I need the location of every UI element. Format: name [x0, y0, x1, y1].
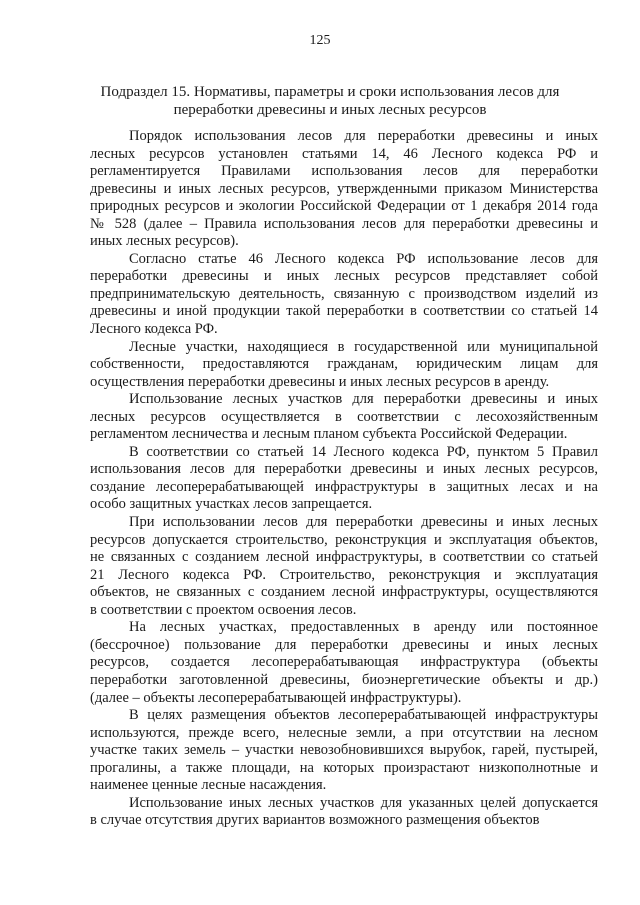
- text-line: иных лесных ресурсов).: [90, 233, 239, 250]
- text-line: используются, прежде всего, нелесные земли, а при отсутствии на лесном: [90, 724, 598, 741]
- text-line: в соответствии с проектом освоения лесов.: [90, 601, 357, 618]
- text-line: собственности, предоставляются гражданам, юридическим лицам для: [90, 356, 598, 373]
- text-line: (далее – объекты лесоперерабатывающей инфраструктуры).: [90, 689, 462, 706]
- text-line: регламентом лесничества и лесным планом субъекта Российской Федерации.: [90, 426, 568, 443]
- text-line: На лесных участках, предоставленных в аренду или постоянное: [129, 619, 598, 636]
- page-number: 125: [309, 33, 331, 48]
- paragraph: [90, 619, 598, 707]
- text-line: (бессрочное) пользование для переработки древесины и иных лесных: [90, 636, 598, 653]
- section-title-line: Подраздел 15. Нормативы, параметры и сроки использования лесов для: [100, 84, 560, 100]
- text-line: не связанных с созданием лесной инфраструктуры, в соответствии со статьей: [90, 549, 598, 566]
- section-title-line: переработки древесины и иных лесных ресурсов: [173, 102, 487, 118]
- text-line: особо защитных участках лесов запрещается.: [90, 496, 373, 513]
- text-line: использования лесов для переработки древесины и иных лесных ресурсов,: [90, 461, 598, 478]
- text-line: Использование лесных участков для переработки древесины и иных: [129, 391, 598, 408]
- text-line: природных ресурсов и экологии Российской Федерации от 1 декабря 2014 года: [90, 198, 598, 215]
- text-line: № 528 (далее – Правила использования лесов для переработки древесины и: [90, 215, 598, 232]
- text-line: регламентируется Правилами использования лесов для переработки: [90, 163, 598, 180]
- text-line: создание лесоперерабатывающей инфраструктуры в защитных лесах и на: [90, 478, 598, 495]
- text-line: ресурсов, создается лесоперерабатывающая инфраструктура (объекты: [90, 654, 598, 671]
- text-line: древесины и иных лесных ресурсов, утвержденными приказом Министерства: [90, 180, 598, 197]
- paragraph: [90, 391, 598, 444]
- paragraph: [90, 339, 598, 392]
- text-line: Лесного кодекса РФ.: [90, 321, 218, 338]
- text-line: В целях размещения объектов лесоперерабатывающей инфраструктуры: [129, 707, 598, 724]
- text-line: Использование иных лесных участков для указанных целей допускается: [129, 794, 598, 811]
- text-line: лесных ресурсов установлен статьями 14, 46 Лесного кодекса РФ и: [90, 145, 598, 162]
- text-line: переработки заготовленной древесины, биоэнергетические объекты и др.): [90, 671, 598, 688]
- paragraph: [90, 444, 598, 514]
- paragraph: [90, 128, 598, 251]
- text-line: переработки древесины и иных лесных ресурсов представляет собой: [90, 268, 598, 285]
- section-title: [95, 83, 565, 119]
- text-line: Лесные участки, находящиеся в государственной или муниципальной: [129, 338, 598, 355]
- text-line: ресурсов допускается строительство, реконструкция и эксплуатация объектов,: [90, 531, 598, 548]
- text-line: лесных ресурсов осуществляется в соответствии с лесохозяйственным: [90, 408, 598, 425]
- text-line: в случае отсутствия других вариантов возможного размещения объектов: [90, 812, 540, 829]
- document-body: [90, 128, 598, 830]
- text-line: прогалины, а также площади, на которых произрастают низкополнотные и: [90, 759, 598, 776]
- text-line: древесины и иной продукции такой переработки в соответствии со статьей 14: [90, 303, 598, 320]
- paragraph: [90, 707, 598, 795]
- text-line: осуществления переработки древесины и иных лесных ресурсов в аренду.: [90, 373, 550, 390]
- text-line: предпринимательскую деятельность, связанную с производством изделий из: [90, 285, 598, 302]
- paragraph: [90, 251, 598, 339]
- text-line: участке таких земель – участки невозобновившихся вырубок, гарей, пустырей,: [90, 742, 598, 759]
- text-line: наименее ценные лесные насаждения.: [90, 777, 327, 794]
- text-line: При использовании лесов для переработки древесины и иных лесных: [129, 514, 598, 531]
- text-line: объектов, не связанных с созданием лесной инфраструктуры, осуществляются: [90, 584, 598, 601]
- text-line: Согласно статье 46 Лесного кодекса РФ использование лесов для: [129, 250, 598, 267]
- text-line: 21 Лесного кодекса РФ. Строительство, реконструкция и эксплуатация: [90, 566, 598, 583]
- paragraph: [90, 514, 598, 619]
- text-line: В соответствии со статьей 14 Лесного кодекса РФ, пунктом 5 Правил: [129, 443, 598, 460]
- text-line: Порядок использования лесов для переработки древесины и иных: [129, 128, 598, 144]
- paragraph: [90, 795, 598, 830]
